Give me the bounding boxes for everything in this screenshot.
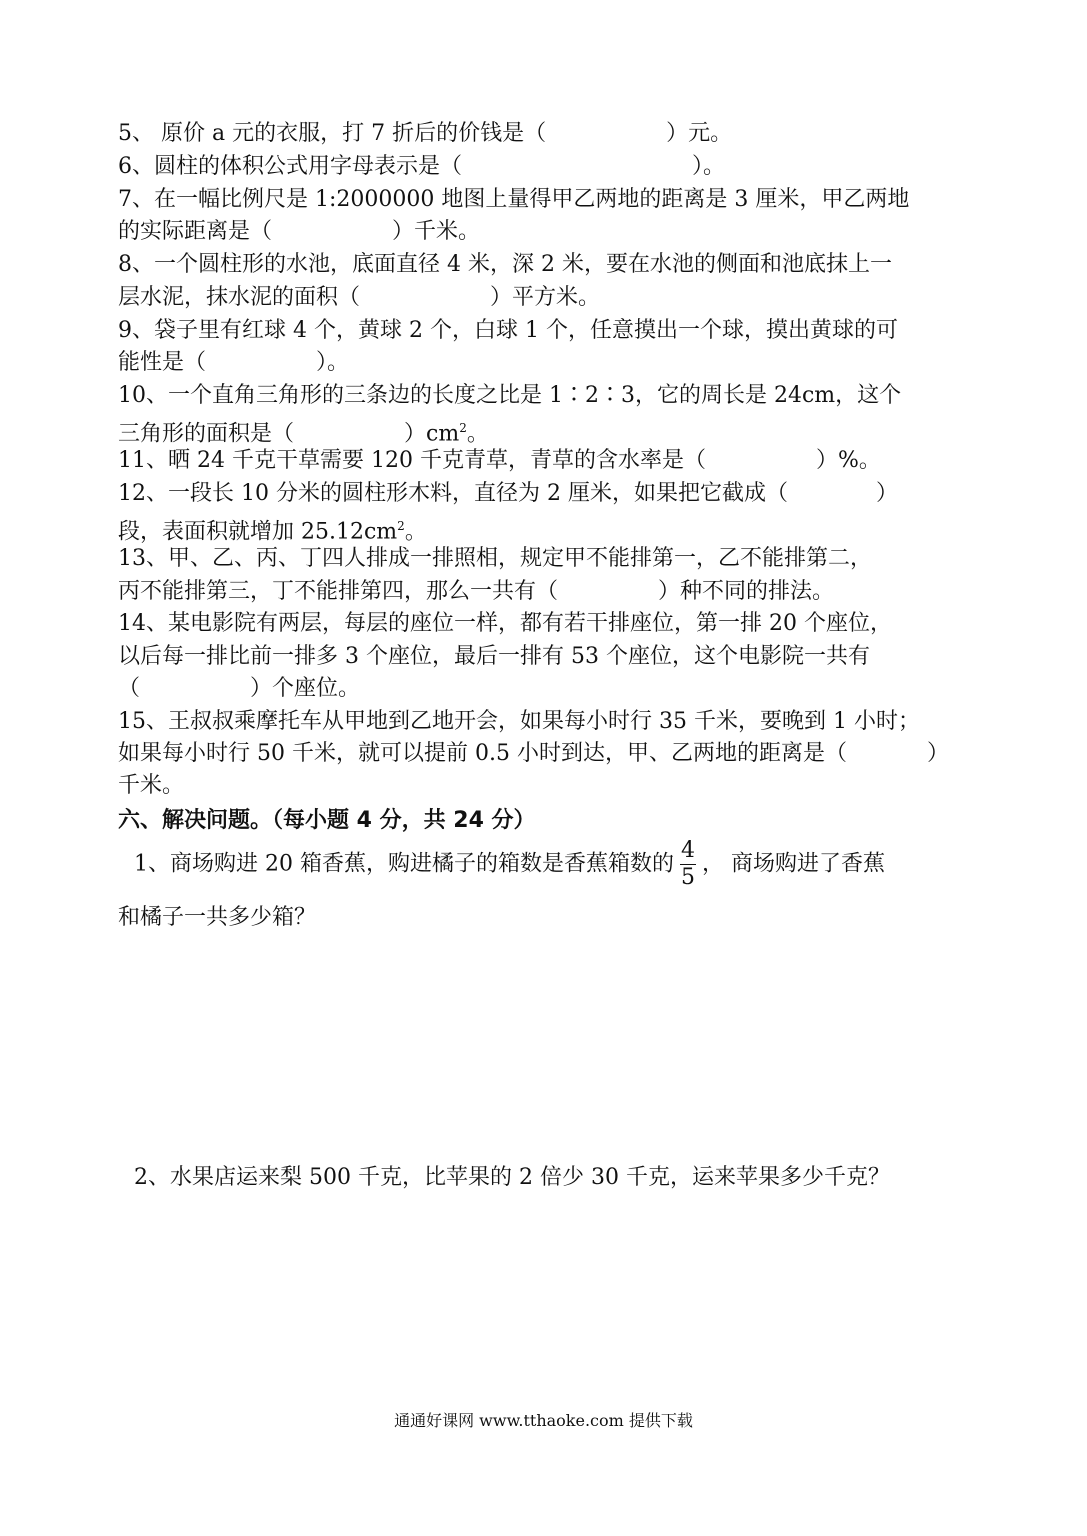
q12b-text: 段，表面积就增加 25.12cm	[118, 519, 398, 545]
q13-text: 丙不能排第三，丁不能排第四，那么一共有（	[118, 579, 559, 604]
q7-end: ）千米。	[392, 219, 481, 244]
q12-text: 12、一段长 10 分米的圆柱形木料，直径为 2 厘米，如果把它截成（	[118, 481, 788, 506]
q8-text: 层水泥，抹水泥的面积（	[118, 285, 361, 310]
q9-end: ）。	[316, 350, 350, 375]
q15-text: 如果每小时行 50 千米，就可以提前 0.5 小时到达，甲、乙两地的距离是（	[118, 741, 847, 766]
question-7-line1: 7、在一幅比例尺是 1:2000000 地图上量得甲乙两地的距离是 3 厘米，甲乙两地	[118, 187, 910, 212]
problem-1	[134, 838, 885, 891]
q12-end: ）	[875, 481, 898, 506]
question-5	[118, 118, 732, 150]
q10-end: 。	[466, 421, 489, 447]
q6-end: ）。	[692, 154, 726, 179]
q14-text: （	[118, 676, 141, 701]
question-8-line2	[118, 282, 600, 314]
problem1-after: ， 商场购进了香蕉	[701, 851, 885, 877]
q14-end: ）个座位。	[250, 676, 361, 701]
footer: 通通好课网 www.tthaoke.com 提供下载	[394, 1411, 693, 1430]
q10-text: 三角形的面积是（	[118, 421, 295, 447]
q9-text: 能性是（	[118, 350, 207, 375]
q8-end: ）平方米。	[490, 285, 601, 310]
question-13-line1: 13、甲、乙、丙、丁四人排成一排照相，规定甲不能排第一，乙不能排第二，	[118, 546, 872, 571]
q5-end: ）元。	[666, 121, 733, 146]
question-15-line1: 15、王叔叔乘摩托车从甲地到乙地开会，如果每小时行 35 千米，要晚到 1 小时；	[118, 709, 920, 734]
q12-sup: 2	[397, 519, 405, 533]
question-6	[118, 151, 725, 183]
question-15-line2	[118, 738, 949, 770]
question-14-line3	[118, 673, 360, 705]
numerator: 4	[680, 838, 695, 863]
q5-text: 5、 原价 a 元的衣服，打 7 折后的价钱是（	[118, 121, 547, 146]
question-7-line2	[118, 216, 480, 248]
q6-text: 6、圆柱的体积公式用字母表示是（	[118, 154, 462, 179]
fraction	[680, 838, 696, 891]
question-9-line1: 9、袋子里有红球 4 个，黄球 2 个，白球 1 个，任意摸出一个球，摸出黄球的可	[118, 318, 898, 343]
q10-sup: 2	[459, 421, 467, 435]
q12b-end: 。	[404, 519, 427, 545]
section-title: 六、解决问题。（每小题 4 分，共 24 分）	[118, 808, 536, 833]
question-15-line3: 千米。	[118, 773, 185, 798]
q13-end: ）种不同的排法。	[658, 579, 835, 604]
question-11	[118, 445, 881, 477]
problem1-text: 1、商场购进 20 箱香蕉，购进橘子的箱数是香蕉箱数的	[134, 851, 674, 877]
question-10-line1: 10、一个直角三角形的三条边的长度之比是 1∶2∶3，它的周长是 24cm，这个	[118, 383, 902, 408]
q7-text: 的实际距离是（	[118, 219, 273, 244]
question-9-line2	[118, 347, 349, 379]
question-14-line2: 以后每一排比前一排多 3 个座位，最后一排有 53 个座位，这个电影院一共有	[118, 644, 870, 669]
q11-end: ）%。	[815, 448, 881, 473]
q10-unit: ）cm	[404, 421, 460, 447]
question-13-line2	[118, 576, 834, 608]
question-8-line1: 8、一个圆柱形的水池，底面直径 4 米，深 2 米，要在水池的侧面和池底抹上一	[118, 252, 892, 277]
denominator: 5	[680, 865, 695, 890]
q11-text: 11、晒 24 千克干草需要 120 千克青草，青草的含水率是（	[118, 448, 706, 473]
q15-end: ）	[926, 741, 949, 766]
question-14-line1: 14、某电影院有两层，每层的座位一样，都有若干排座位，第一排 20 个座位，	[118, 611, 892, 636]
problem-2: 2、水果店运来梨 500 千克，比苹果的 2 倍少 30 千克，运来苹果多少千克？	[134, 1165, 890, 1190]
question-12-line1	[118, 478, 898, 510]
problem-1-line2: 和橘子一共多少箱？	[118, 905, 317, 930]
